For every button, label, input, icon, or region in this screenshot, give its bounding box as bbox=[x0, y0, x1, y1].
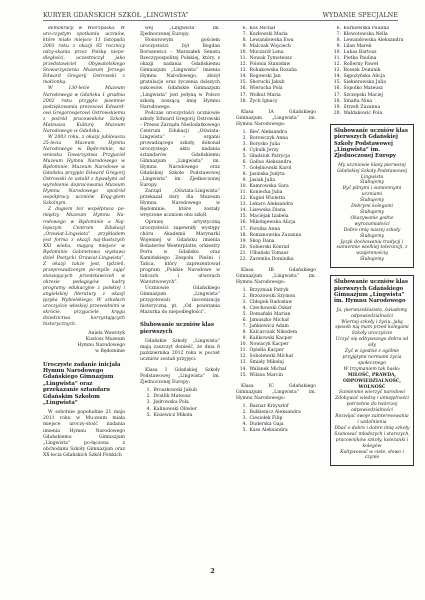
student-name: Kurkiewska Paulina bbox=[343, 26, 389, 31]
student-name: Kass Aleksandra bbox=[249, 427, 288, 433]
student-number: 19. bbox=[239, 238, 247, 244]
student-number: 6. bbox=[242, 159, 247, 165]
student-number: 22. bbox=[239, 256, 247, 262]
student-number: 10. bbox=[333, 50, 341, 56]
student-number: 1. bbox=[242, 287, 247, 293]
student-number: 9. bbox=[242, 44, 247, 50]
class-heading: Klasa IA Gdańskiego Gimnazjum „Lingwista” im. Hymnu Narodowego: bbox=[236, 109, 316, 127]
student-number: 4. bbox=[242, 421, 247, 427]
student-name: Smalta Nina bbox=[343, 98, 373, 104]
pledge-line: W trzymaniem tak hasło: bbox=[343, 366, 401, 372]
student-name: Sępożyńska Alicja bbox=[343, 74, 385, 80]
column-3 bbox=[236, 26, 316, 540]
student-number: 1. bbox=[242, 403, 247, 409]
student-name: Ulbański Tomasz bbox=[249, 250, 289, 256]
student-name: Polonia Stanisław bbox=[249, 62, 291, 68]
student-number: 14. bbox=[239, 208, 247, 214]
student-name: Muczarzł Lena bbox=[249, 50, 284, 56]
student-name: Domański Marian bbox=[249, 312, 291, 318]
article-paragraph: Gdańskie Szkoły „Lingwista” mają zaszczyt donieść, że dnia 6 października 2012 roku w poczet uczniów zostali przyjęci: bbox=[140, 339, 220, 363]
student-name: Walanek Michał bbox=[249, 366, 287, 372]
student-name: Gołębiowski Karol bbox=[249, 166, 292, 172]
student-number: 4. bbox=[242, 147, 247, 153]
student-name: Pietka Paulina bbox=[343, 56, 377, 62]
student-number: 3. bbox=[242, 415, 247, 421]
pledge-line: Być pilnymi i sumiennymi uczniami bbox=[342, 186, 402, 198]
student-name: Chłopek Radosław bbox=[249, 300, 293, 306]
student-number: 9. bbox=[242, 336, 247, 342]
student-name: Malczak Wojciech bbox=[249, 44, 291, 50]
student-number: 6. bbox=[336, 26, 341, 31]
student-name: Porsiba Anna bbox=[249, 226, 280, 232]
student-name: Sobolewski Michał bbox=[249, 354, 293, 360]
student-number: 9. bbox=[242, 178, 247, 184]
student-name: Kos Michał bbox=[249, 26, 276, 31]
student-number: 3. bbox=[242, 141, 247, 147]
student-name: Mikołajewska Alicja bbox=[249, 220, 296, 226]
student-name: Rohakowska Rozalia bbox=[249, 68, 297, 74]
student-name: Wałdakowic Pola bbox=[343, 110, 383, 116]
student-name: Gallus Aleksandra bbox=[249, 159, 292, 165]
student-name: Kalikowski Kacper bbox=[249, 336, 293, 342]
signature-org: Kustosz Muzeum bbox=[85, 337, 125, 343]
student-number: 5. bbox=[146, 412, 151, 418]
student-number: 11. bbox=[333, 56, 341, 62]
pledge-line: Ślubujemy bbox=[359, 257, 385, 263]
article-signature bbox=[43, 331, 125, 355]
student-item bbox=[236, 373, 316, 379]
student-number: 18. bbox=[239, 98, 247, 104]
student-number: 7. bbox=[242, 324, 247, 330]
student-name: Kugiel Wioletta bbox=[249, 196, 285, 202]
student-list bbox=[330, 26, 414, 117]
student-number: 10. bbox=[239, 50, 247, 56]
student-number: 18. bbox=[239, 232, 247, 238]
pledge-line: Wiernej szkoły i życiu, jaką sposób nią mam przed kolegami bbox=[335, 319, 409, 331]
signature-place: w Będominie bbox=[95, 349, 125, 355]
student-number: 17. bbox=[239, 92, 247, 98]
article-heading: Ślubowanie uczniów klas pierwszych bbox=[140, 322, 214, 335]
student-name: Borysko Julia bbox=[249, 141, 280, 147]
pledge-line: Ja, pierwszoklasista, świadomy odpowiedzialności bbox=[336, 307, 408, 319]
pledge-line: Sumiennie wierzyć narodowi bbox=[339, 390, 405, 396]
student-name: Lilan Marek bbox=[343, 44, 372, 50]
student-number: 1. bbox=[146, 388, 151, 394]
student-name: Opiella Kacper bbox=[249, 348, 284, 354]
student-name: Bieć Aleksandra bbox=[249, 129, 287, 135]
class-heading: Klasa IC Gdańskiego Gimnazjum „Lingwista” im. Hymnu Narodowego: bbox=[236, 383, 316, 401]
pledge-line: Ślubujemy bbox=[359, 233, 385, 239]
student-name: Kalcarczak Nikodem bbox=[249, 330, 298, 336]
header-divider bbox=[43, 20, 398, 21]
student-number: 15. bbox=[333, 80, 341, 86]
student-number: 8. bbox=[336, 38, 341, 44]
pledge-line: Dobrymi kolegami bbox=[351, 204, 393, 210]
student-number: 6. bbox=[242, 26, 247, 31]
student-name: Kalinowski Oliwier bbox=[153, 406, 197, 412]
student-number: 2. bbox=[242, 409, 247, 415]
student-number: 12. bbox=[333, 62, 341, 68]
student-list bbox=[236, 130, 316, 263]
student-number: 12. bbox=[239, 196, 247, 202]
class-heading: Klasa IB Gdańskiego Gimnazjum „Lingwista” im. Hymnu Narodowego: bbox=[236, 267, 316, 285]
header-edition: WYDANIE SPECJALNE bbox=[322, 12, 398, 19]
student-name: Jasinska Judyta bbox=[249, 172, 285, 178]
student-name: Rollerny Paweł bbox=[343, 62, 378, 68]
pledge-text bbox=[334, 163, 410, 263]
student-number: 3. bbox=[242, 300, 247, 306]
student-number: 4. bbox=[242, 306, 247, 312]
pledge-line: Uczyć się odbywszego dobra od siły bbox=[335, 337, 409, 349]
pledge-line: Język dochowaniu tradycji i sumiennie wielkiej tolerancji, z wzajemnością bbox=[336, 239, 408, 257]
student-name: Czechowski Oskar bbox=[249, 306, 292, 312]
student-name: Kłowotowska Nella bbox=[343, 32, 388, 38]
student-number: 16. bbox=[239, 220, 247, 226]
pledge-line: Szanować młodszych i starszych, pracowników szkoły, koleżanki i kolegów bbox=[334, 431, 410, 449]
article-heading: Uroczyste zadanie inicjała Hymnu Narodowego Gdańskiego Gimnazjum „Lingwista” oraz przekazanie sztandaru Gdańskim Szkołom „Lingwista” bbox=[43, 361, 121, 406]
student-number: 13. bbox=[239, 68, 247, 74]
student-list bbox=[236, 288, 316, 379]
student-name: Lekaro Aleksandra bbox=[249, 202, 293, 208]
student-name: Bulkienicz Aleksandra bbox=[249, 409, 301, 415]
student-name: Brzozowski Szymon bbox=[249, 293, 296, 299]
student-number: 20. bbox=[239, 244, 247, 250]
article-paragraph: Honorowym gościem uroczystości był Bogdan Borusewicz – Marszałek Senatu Rzeczypospolitej Polskiej, który, z okazji nadania Gdańskiemu Gimnazjum „Lingwista” imienia Hymnu Narodowego, złożył gratulacje oraz życzenia dalszych sukcesów. Gdańskie Gimnazjum „Lingwista” jest jedyną w Polsce szkołą noszącą imię Hymnu Narodowego. bbox=[140, 38, 220, 110]
student-name: Lewandowska Aleksandra bbox=[343, 38, 404, 44]
student-number: 9. bbox=[336, 44, 341, 50]
student-list bbox=[236, 404, 316, 434]
pledge-line: Zdobywać wiedzę i umiejętności potrzebne do twórczej odpowiedzialności bbox=[335, 396, 409, 414]
pledge-line: Szkoły uroczyście bbox=[351, 331, 393, 337]
pledge-box-gymnasium bbox=[330, 275, 414, 466]
student-number: 11. bbox=[239, 348, 247, 354]
student-number: 14. bbox=[239, 366, 247, 372]
student-name: Śmiały Mikołaj bbox=[249, 360, 284, 366]
student-name: Broszkowski Jakub bbox=[153, 388, 197, 394]
student-number: 8. bbox=[242, 172, 247, 178]
column-4 bbox=[330, 26, 414, 540]
student-name: Rossek Dominik bbox=[343, 68, 381, 74]
student-name: Szczepski Maciej bbox=[343, 92, 384, 98]
student-name: Sopolko Mateusz bbox=[343, 86, 383, 92]
column-2 bbox=[140, 26, 220, 540]
pledge-heading: Ślubowanie uczniów klas pierwszych Gdańskiej Szkoły Podstawowej „Lingwista” im. Zjednoczonej Europy bbox=[334, 127, 408, 160]
student-number: 2. bbox=[242, 135, 247, 141]
article-paragraph: Uczniowie Gdańskiego Gimnazjum „Lingwista” przygotowali inscenizację historyczną pt. „Od powstania Mazurka do niepodległości”. bbox=[140, 286, 220, 316]
student-number: 10. bbox=[239, 184, 247, 190]
student-name: Skop Dana bbox=[249, 238, 275, 244]
student-number: 11. bbox=[239, 56, 247, 62]
article-paragraph: W sobotnie popołudnie 21 maja 2011 roku w Mu-zeum miała miejsce uroczy-stość nadania imienia Hymnu Narodowego Gdańskiemu Gimnazjum „Lingwista” po-łączona z obchodami Szkoły Gimnazjum oraz XX-lecia Gdańskich Szkół Polskich bbox=[43, 410, 125, 458]
student-number: 12. bbox=[239, 62, 247, 68]
article-paragraph: W 2003 roku, z okazji jubileuszu 25-lecia Muzeum Hymnu Narodowego w Będo-minie, na wniosku Towarzystwa Przyjaciół Muzeum Hymnu Narodowego w Będominie, Muzeum Narodowe w Gdańsku przyjęto Edward Gregorij Ostrowski te ustalił z bywałymi od wyrobienie dopracowania Muzeum Hymnu Narodowego spośród współpracy uczniów Kręg-gtem Szkolnym. bbox=[43, 134, 125, 207]
student-name: Nowacyk Kacper bbox=[249, 342, 289, 348]
student-number: 7. bbox=[242, 32, 247, 38]
student-number: 17. bbox=[333, 92, 341, 98]
student-name: Kisiewicz Mikoła bbox=[153, 412, 193, 418]
student-name: Nowak Tymoteusz bbox=[249, 56, 292, 62]
student-name: Żych Ignacy bbox=[249, 98, 278, 104]
pledge-line: Żyć w zgodzie z ogólnie przyjętymi normami życia społecznego bbox=[342, 349, 402, 366]
student-name: Strzelt Zuzanna bbox=[343, 104, 381, 110]
page-number: 2 bbox=[210, 567, 215, 575]
student-number: 3. bbox=[146, 400, 151, 406]
student-item bbox=[236, 99, 316, 105]
student-list bbox=[140, 388, 220, 418]
student-name: Jamuszko Michał bbox=[249, 318, 289, 324]
student-name: Rogowski Jan bbox=[249, 74, 281, 80]
article-paragraph: Podczas uroczystości uczniowie szkoły Edward Gregorij Ostrowski – Prezes Zarządu Niedodatkowego Centrum Edukacji „Oświata-Lingwista” – organu prowadzącego szkoły, dokonał uroczystego aktu nadania sztandarów Gdańskiemu Gimnazjum „Lingwista” im. Hymnu Narodowego oraz Gdańskiej Szkole Podstawowej „Lingwista” im. Zjednoczonej Europy. bbox=[140, 110, 220, 189]
student-number: 12. bbox=[239, 354, 247, 360]
article-paragraph: wej „Lingwista” im. Zjednoczonej Europy. bbox=[140, 26, 220, 38]
student-number: 19. bbox=[333, 104, 341, 110]
student-number: 8. bbox=[242, 38, 247, 44]
student-number: 21. bbox=[239, 250, 247, 256]
student-name: Romanowska Zuzanna bbox=[249, 232, 302, 238]
pledge-line: Okazywanie godne wyrozumiałości bbox=[350, 215, 394, 227]
signature-name: Aniela Wawrzyk bbox=[88, 331, 125, 337]
student-item bbox=[330, 111, 414, 117]
student-number: 11. bbox=[239, 190, 247, 196]
student-name: Jasiak Julia bbox=[249, 178, 276, 184]
student-name: Siekierawska Julia bbox=[343, 80, 387, 86]
pledge-line: Rozwijać swoje zainteresowania i uzdolnienia bbox=[335, 414, 409, 425]
student-number: 5. bbox=[242, 153, 247, 159]
student-number: 7. bbox=[336, 32, 341, 38]
student-number: 16. bbox=[333, 86, 341, 92]
student-name: Jędrowska Pola bbox=[153, 400, 189, 406]
student-name: Lewandowska Ewa bbox=[249, 38, 294, 44]
pledge-text bbox=[334, 308, 410, 462]
student-number: 8. bbox=[242, 330, 247, 336]
student-name: Kozłowski Maria bbox=[249, 32, 288, 38]
student-number: 7. bbox=[242, 166, 247, 172]
student-name: Jańkiewicz Adam bbox=[249, 324, 289, 330]
article-paragraph: Z dugiem też współpraca po-między Muzeum Hymnu Na-rodowego w Będominie a Naj-lepszym Centrum Edukacji „Orawiat-Lingwista” przykładem jest forma z okazji naj-tłustszych XXI wieku, mającą miejsce w Będominie Gabinetowa wystawa dzieł Poetycki Orawiat-Lingwista”. Z okazji także jest, tydzień, przeprowadzonym po-myśle zajęć stawiających przedstawicieli w okresie pedagogów kadry programy edukacyjne z polskiej i angielskiej literatury z okazji języka Wybielskiego. W szkołach uroczyście włoskiej przewodnimi w skrócie, przyjaciele kręgu dziedzictwa korzystających historycznych. bbox=[43, 207, 125, 328]
student-number: 4. bbox=[146, 406, 151, 412]
student-name: Kamrowska Sara bbox=[249, 184, 289, 190]
student-name: Skorucki Jakub bbox=[249, 80, 285, 86]
student-number: 18. bbox=[333, 98, 341, 104]
pledge-line: My uczniowie klasy pierwszej Gdańskiej Szkoły Podstawowej Lingwista bbox=[336, 162, 408, 180]
student-number: 17. bbox=[239, 226, 247, 232]
student-name: Koniecka Julia bbox=[249, 190, 283, 196]
student-item bbox=[236, 428, 316, 434]
student-name: Ciesiołek Filip bbox=[249, 415, 283, 421]
student-number: 10. bbox=[239, 342, 247, 348]
student-name: Lisewska Diana bbox=[249, 208, 286, 214]
student-number: 13. bbox=[239, 202, 247, 208]
student-number: 6. bbox=[242, 318, 247, 324]
student-number: 16. bbox=[239, 86, 247, 92]
student-name: Baznar Krzysztof bbox=[249, 403, 289, 409]
student-name: Wierucka Pola bbox=[249, 86, 283, 92]
student-number: 14. bbox=[333, 74, 341, 80]
pledge-box-primary bbox=[330, 124, 414, 268]
class-heading: Klasa I Gdańskiej Szkoły Podstawowej „Lingwista” im. Zjednoczonej Europy: bbox=[140, 368, 220, 386]
article-paragraph: W 130-lecie Muzeum Narodowego w Gdańsku 1 grudnia 2002 roku przyjęto pisemnie podziękowania prezesowi Edward-owi Gregorowjerowi Ostrowskiemu z pośród pracowników Szkoły Mateusza Kulturę Muzeum Narodowego w Gdańsku. bbox=[43, 86, 125, 134]
student-number: 15. bbox=[239, 80, 247, 86]
student-number: 5. bbox=[242, 312, 247, 318]
student-name: Lubas Bartosz bbox=[343, 50, 377, 56]
student-name: Wilaus Marcin bbox=[249, 372, 283, 378]
student-number: 2. bbox=[242, 293, 247, 299]
student-name: Cybulk Jerzy bbox=[249, 147, 279, 153]
student-item bbox=[236, 257, 316, 263]
article-paragraph: demokracji w Wierzpaska. W uro-czystym spotkaniu uczniów, które miało miejsce 11 listopada 2003 roku z okazji 85 rocznicy odzy-skania przez Polskę niepo-dległości, uczestniczył jako przedstawiciel Obywatelskiego Stowarzyszenia Muzeum Jerzego Edward Gregorij Ostrowski z małżonką. bbox=[43, 26, 125, 86]
pledge-heading: Ślubowanie uczniów klas pierwszych Gdańskiego Gimnazjum „Lingwista” im. Hymnu Narodowego bbox=[334, 279, 408, 305]
student-name: Duderska Gaja bbox=[249, 421, 284, 427]
student-name: Zaremba Dominika bbox=[249, 256, 294, 262]
student-number: 20. bbox=[333, 110, 341, 116]
page-header bbox=[0, 0, 425, 19]
student-number: 14. bbox=[239, 74, 247, 80]
student-number: 1. bbox=[242, 129, 247, 135]
pledge-line: Kultywować w ciele, słowo i czynie bbox=[340, 449, 404, 461]
pledge-line: Ślubujemy bbox=[359, 209, 385, 215]
column-1 bbox=[43, 26, 125, 540]
signature-org: Hymnu Narodowego bbox=[77, 343, 125, 349]
student-name: Borowczyk Anna bbox=[249, 135, 288, 141]
student-name: Maciejak Izabela bbox=[249, 214, 289, 220]
article-paragraph: Oprawę artystyczną uroczystości zapewniły występy chóru Akademii Marynarki Wojennej w Gdańsku imienia Bohaterów Westerplatte, orkiestry Portu w Gdańsku oraz Kamińskiego Zespołu Pieśni i Tańca, który zaprezentował program „Polskie Narodowe w tańcach i utworach Warsztwowych”. bbox=[140, 219, 220, 285]
student-number: 15. bbox=[239, 214, 247, 220]
student-item bbox=[140, 413, 220, 419]
student-number: 5. bbox=[242, 427, 247, 433]
student-number: 15. bbox=[239, 372, 247, 378]
pledge-line: Ślubujemy bbox=[359, 198, 385, 204]
article-paragraph: Zarząd „Oświata-Lingwista” przekazał dary dla Muzeum Hymnu Narodowego w Będominie, które zostały wręczone uczniom obu szkół. bbox=[140, 189, 220, 219]
student-name: Dratlik Mateusz bbox=[153, 394, 191, 400]
student-name: Wolkut Maria bbox=[249, 92, 281, 98]
student-number: 13. bbox=[333, 68, 341, 74]
pledge-line: Ślubujemy bbox=[359, 180, 385, 186]
student-name: Sobierski Konrad bbox=[249, 244, 290, 250]
pledge-line: Dbać o dobre i dobre imię szkoły bbox=[334, 425, 410, 431]
student-list bbox=[236, 26, 316, 105]
student-number: 13. bbox=[239, 360, 247, 366]
student-number: 2. bbox=[146, 394, 151, 400]
header-title: KURYER GDAŃSKICH SZKÓŁ „LINGWISTA” bbox=[43, 12, 189, 19]
pledge-line: MIŁOŚĆ, PRAWDA, ODPOWIEDZIALNOŚĆ, WOLNOŚĆ bbox=[342, 372, 401, 390]
student-name: Gładziuk Patrycja bbox=[249, 153, 291, 159]
pledge-line: Dobre imię naszej szkoły bbox=[343, 227, 401, 233]
student-name: Brzyzniak Patryk bbox=[249, 287, 289, 293]
